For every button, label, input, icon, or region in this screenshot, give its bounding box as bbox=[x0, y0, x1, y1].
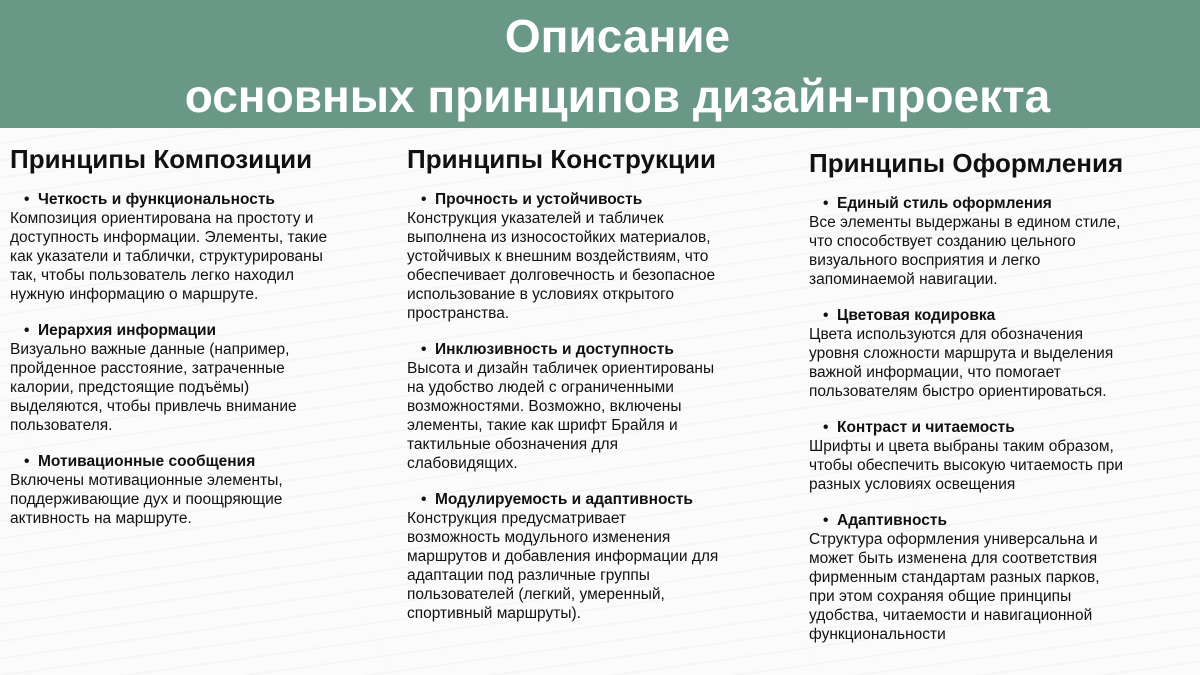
principle-item bbox=[407, 490, 797, 623]
principle-description: Визуально важные данные (например, пройденное расстояние, затраченные калории, предстоящие подъёмы) выделяются, чтобы привлечь внимание пользователя. bbox=[10, 341, 297, 434]
principle-description: Все элементы выдержаны в едином стиле, что способствует созданию цельного визуального восприятия и легко запоминаемой навигации. bbox=[809, 214, 1121, 288]
principle-title: • Иерархия информации bbox=[10, 321, 400, 340]
principle-title: • Прочность и устойчивость bbox=[407, 190, 797, 209]
title-line-2: основных принципов дизайн-проекта bbox=[184, 70, 1051, 122]
principle-title: • Контраст и читаемость bbox=[809, 418, 1199, 437]
principle-title: • Единый стиль оформления bbox=[809, 194, 1199, 213]
principle-item bbox=[809, 194, 1199, 289]
principle-item bbox=[407, 340, 797, 473]
column-composition bbox=[10, 142, 400, 545]
principle-title: • Четкость и функциональность bbox=[10, 190, 400, 209]
principle-title: • Адаптивность bbox=[809, 511, 1199, 530]
principle-item bbox=[10, 321, 400, 435]
principle-title: • Модулируемость и адаптивность bbox=[407, 490, 797, 509]
principle-description: Высота и дизайн табличек ориентированы на удобство людей с ограниченными возможностями. Возможно, включены элементы, такие как шрифт Брайля и тактильные обозначения для слабовидящих. bbox=[407, 360, 715, 472]
principle-description: Структура оформления универсальна и может быть изменена для соответствия фирменным стандартам разных парков, при этом сохраняя общие принципы удобства, читаемости и навигационной функциональности bbox=[809, 531, 1100, 643]
principle-description: Включены мотивационные элементы, поддерживающие дух и поощряющие активность на маршруте. bbox=[10, 472, 283, 527]
column-heading: Принципы Конструкции bbox=[407, 144, 716, 174]
principle-item bbox=[809, 306, 1199, 401]
principle-description: Конструкция указателей и табличек выполнена из износостойких материалов, устойчивых к внешним воздействиям, что обеспечивает долговечность и безопасное использование в условиях открытого пространства. bbox=[407, 210, 716, 322]
principle-title: • Мотивационные сообщения bbox=[10, 452, 400, 471]
column-design bbox=[809, 146, 1199, 661]
principle-title: • Цветовая кодировка bbox=[809, 306, 1199, 325]
principle-description: Шрифты и цвета выбраны таким образом, чтобы обеспечить высокую читаемость при разных условиях освещения bbox=[809, 438, 1123, 493]
principle-item bbox=[10, 452, 400, 528]
title-banner bbox=[0, 0, 1200, 128]
principle-item bbox=[407, 190, 797, 323]
column-heading: Принципы Оформления bbox=[809, 148, 1124, 178]
principle-title: • Инклюзивность и доступность bbox=[407, 340, 797, 359]
principle-item bbox=[10, 190, 400, 304]
principle-description: Конструкция предусматривает возможность модульного изменения маршрутов и добавления информации для адаптации под различные группы пользователей (легкий, умеренный, спортивный маршруты). bbox=[407, 510, 719, 622]
principle-description: Цвета используются для обозначения уровня сложности маршрута и выделения важной информации, что помогает пользователям быстро ориентироваться. bbox=[809, 326, 1114, 400]
principle-item bbox=[809, 418, 1199, 494]
column-construction bbox=[407, 142, 797, 640]
principle-item bbox=[809, 511, 1199, 644]
principle-description: Композиция ориентирована на простоту и доступность информации. Элементы, такие как указатели и таблички, структурированы так, чтобы пользователь легко находил нужную информацию о маршруте. bbox=[10, 210, 328, 303]
column-heading: Принципы Композиции bbox=[10, 144, 313, 174]
title-line-1: Описание bbox=[504, 10, 731, 62]
